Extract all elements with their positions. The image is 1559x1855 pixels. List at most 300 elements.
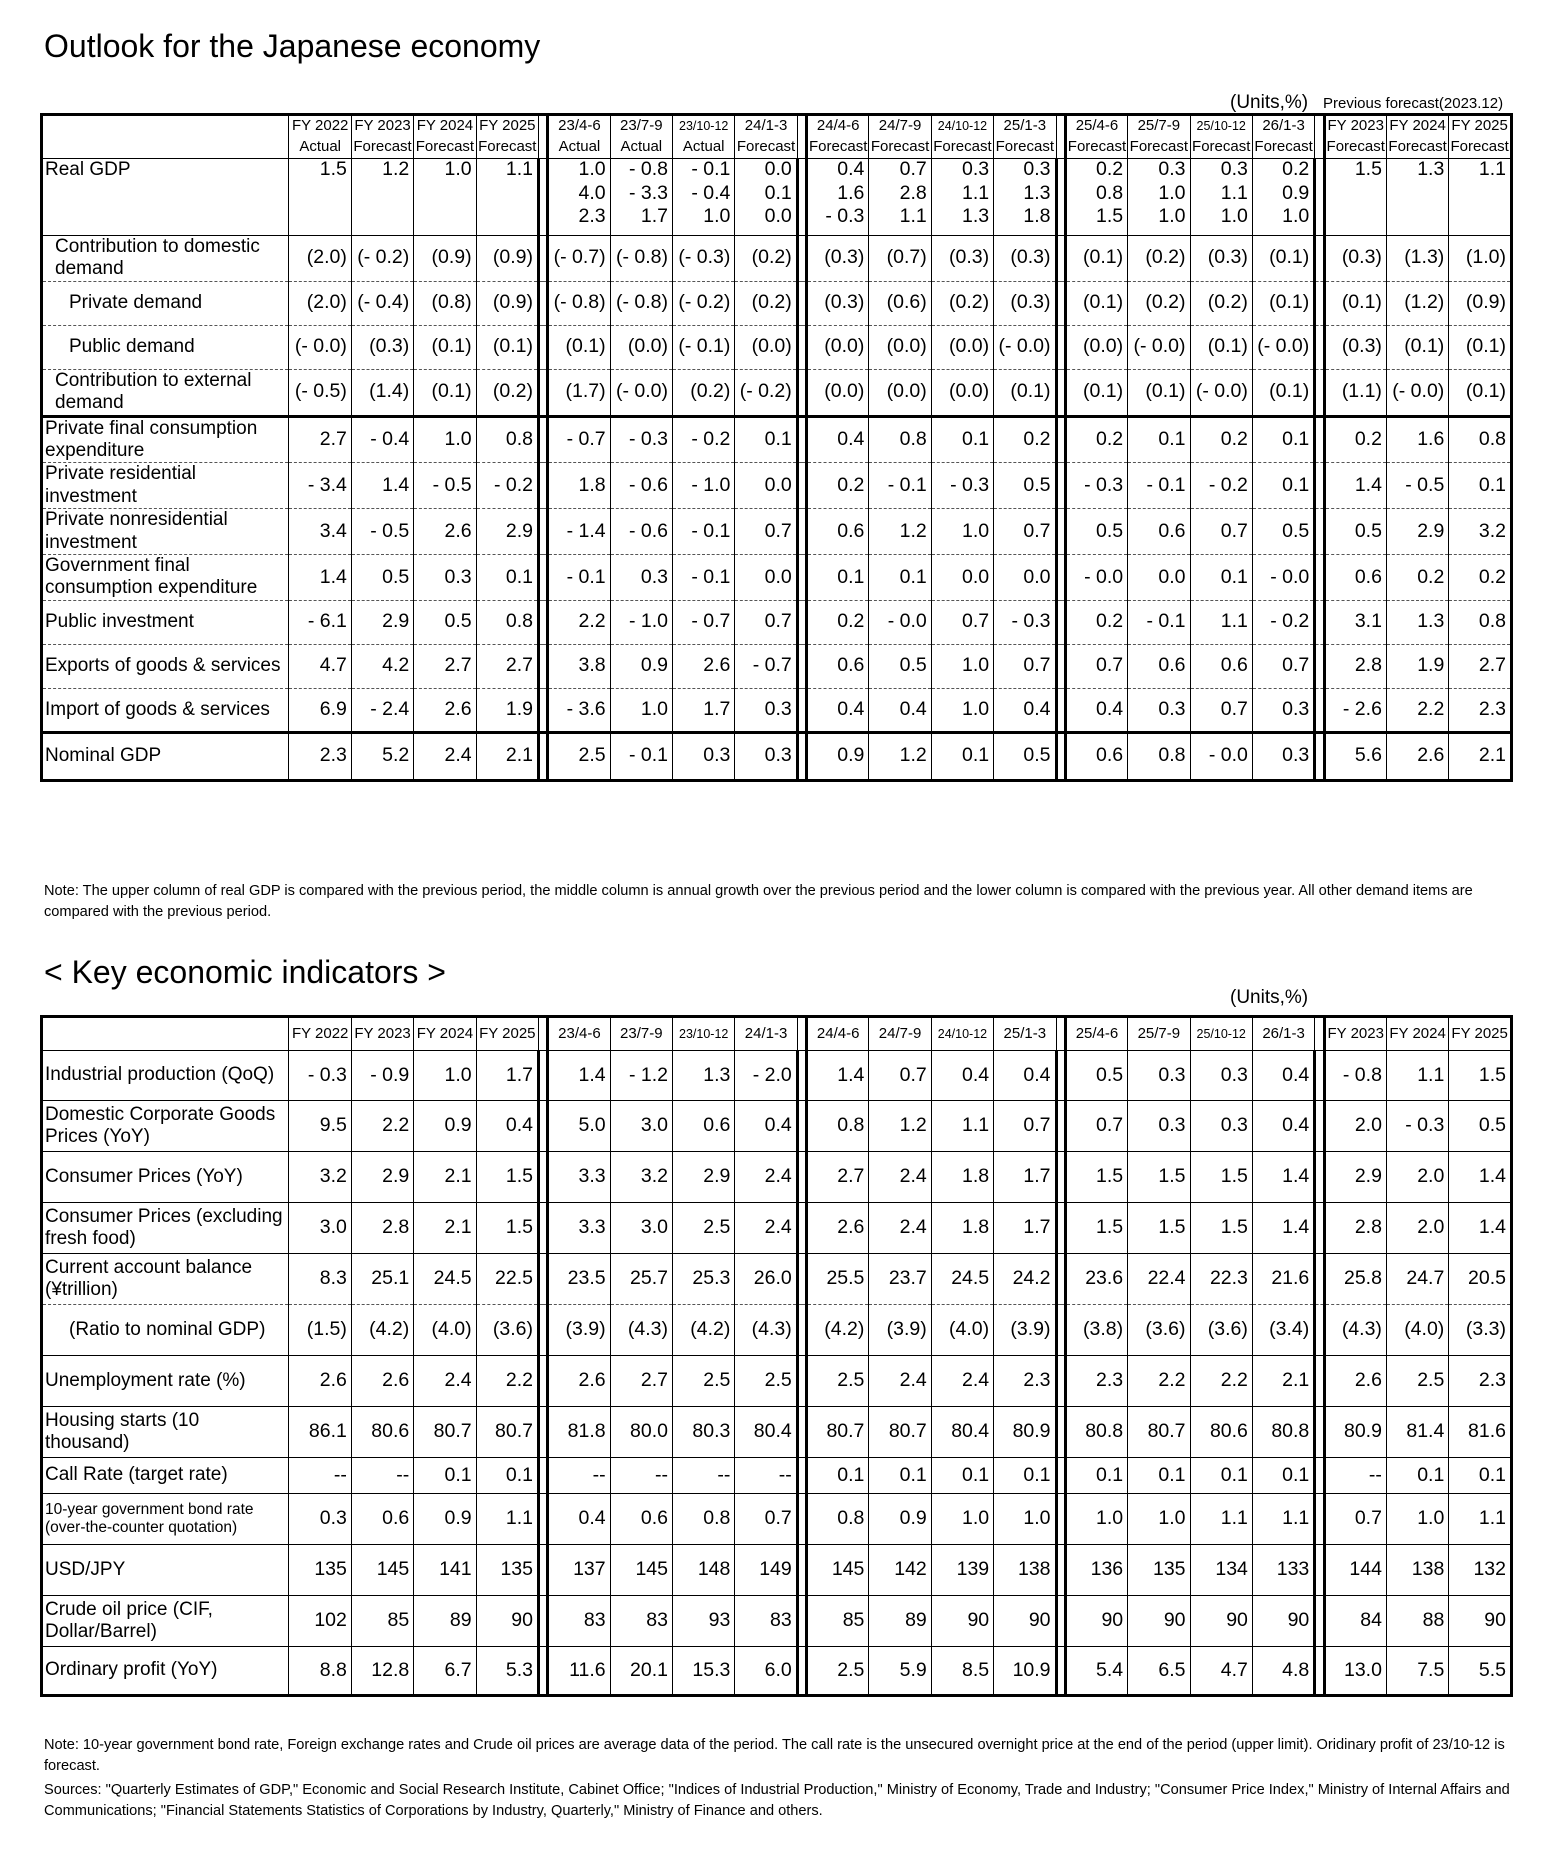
cell-value: (0.0): [807, 325, 869, 369]
cell-value: (0.1): [1252, 281, 1314, 325]
real-gdp-row2: [1451, 183, 1506, 207]
cell-value: 25.5: [807, 1254, 869, 1305]
group-separator: [538, 1101, 547, 1152]
group-separator: [1315, 463, 1324, 509]
cell-value: 0.1: [1449, 1458, 1512, 1494]
cell-value: 80.7: [869, 1407, 931, 1458]
table-row: [42, 1596, 1512, 1647]
cell-value: 1.5: [1449, 1051, 1512, 1101]
cell-value: 1.4: [1252, 1203, 1314, 1254]
cell-value: 2.6: [807, 1203, 869, 1254]
cell-value: 0.7: [994, 509, 1056, 555]
column-header: 25/7-9: [1128, 115, 1190, 137]
cell-value: 2.1: [414, 1152, 476, 1203]
cell-value: (0.1): [1128, 369, 1190, 416]
row-label: Public investment: [42, 600, 289, 644]
real-gdp-row2: [291, 183, 346, 207]
cell-value: 80.6: [351, 1407, 413, 1458]
cell-value: 81.4: [1386, 1407, 1448, 1458]
group-separator: [1315, 416, 1324, 463]
group-separator: [1056, 369, 1065, 416]
cell-value: 0.6: [807, 509, 869, 555]
table-row: [42, 688, 1512, 732]
cell-value: (0.9): [476, 281, 538, 325]
cell-value: 0.1: [735, 416, 797, 463]
real-gdp-row3: 0.0: [764, 205, 792, 227]
cell-value: 0.1: [1386, 1458, 1448, 1494]
cell-value: (0.8): [414, 281, 476, 325]
cell-value: (0.1): [1386, 325, 1448, 369]
real-gdp-row3: 1.0: [1220, 205, 1248, 227]
cell-value: 0.7: [735, 1494, 797, 1545]
cell-value: 4.8: [1252, 1647, 1314, 1696]
row-label: Contribution to external demand: [42, 369, 289, 416]
real-gdp-row1: 1.2: [382, 158, 410, 180]
cell-value: 3.4: [289, 509, 351, 555]
cell-value: 80.7: [414, 1407, 476, 1458]
cell-value: (- 0.4): [351, 281, 413, 325]
cell-value: 5.6: [1324, 732, 1386, 780]
cell-value: 80.7: [807, 1407, 869, 1458]
real-gdp-row1: 1.5: [1354, 158, 1382, 180]
group-separator: [1315, 1051, 1324, 1101]
cell-value: 0.3: [1190, 1101, 1252, 1152]
cell-value: 81.8: [548, 1407, 610, 1458]
group-separator: [1056, 555, 1065, 601]
real-gdp-row2: 1.1: [1220, 181, 1248, 204]
cell-value: 2.1: [476, 732, 538, 780]
cell-value: 2.9: [476, 509, 538, 555]
column-header: Actual: [548, 137, 610, 159]
cell-value: 0.7: [1324, 1494, 1386, 1545]
cell-value: 0.9: [807, 732, 869, 780]
group-separator: [538, 1051, 547, 1101]
cell-value: 0.5: [351, 555, 413, 601]
cell-value: (4.3): [735, 1305, 797, 1356]
group-separator: [1056, 1407, 1065, 1458]
cell-value: 0.4: [1065, 688, 1127, 732]
cell-value: 0.1: [994, 1458, 1056, 1494]
table-row: [42, 1305, 1512, 1356]
cell-value: 0.2: [1065, 600, 1127, 644]
cell-value: 1.4: [351, 463, 413, 509]
cell-value: (0.1): [1065, 236, 1127, 282]
cell-value: 0.3: [1128, 1101, 1190, 1152]
units-label-2: (Units,%): [1230, 987, 1309, 1008]
cell-value: - 0.5: [351, 509, 413, 555]
cell-value: (0.1): [414, 325, 476, 369]
cell-value-stack: [1449, 159, 1512, 236]
column-header: 23/10-12: [673, 115, 735, 137]
cell-value: 1.5: [1065, 1152, 1127, 1203]
table-row: [42, 555, 1512, 601]
group-separator: [797, 137, 806, 159]
group-separator: [538, 1647, 547, 1696]
real-gdp-row3: - 0.3: [825, 205, 865, 227]
column-header: Forecast: [1324, 137, 1386, 159]
real-gdp-row3: 1.7: [640, 205, 668, 227]
cell-value: 0.1: [1190, 555, 1252, 601]
cell-value: 93: [673, 1596, 735, 1647]
cell-value: (- 0.8): [548, 281, 610, 325]
column-header: FY 2024: [1386, 1017, 1448, 1051]
group-separator: [797, 1647, 806, 1696]
table-row: [42, 236, 1512, 282]
cell-value: 80.7: [476, 1407, 538, 1458]
cell-value: 3.3: [548, 1203, 610, 1254]
cell-value: - 0.3: [1065, 463, 1127, 509]
cell-value: 0.0: [1128, 555, 1190, 601]
cell-value: (0.2): [673, 369, 735, 416]
cell-value: (1.5): [289, 1305, 351, 1356]
cell-value: (0.1): [1252, 369, 1314, 416]
cell-value: 137: [548, 1545, 610, 1596]
cell-value: (4.2): [673, 1305, 735, 1356]
cell-value: 2.4: [414, 732, 476, 780]
cell-value: 1.5: [476, 1203, 538, 1254]
cell-value: 0.4: [994, 1051, 1056, 1101]
cell-value: 0.6: [1128, 509, 1190, 555]
column-header: FY 2022: [289, 1017, 351, 1051]
cell-value: 5.3: [476, 1647, 538, 1696]
cell-value: - 0.1: [673, 555, 735, 601]
column-header: FY 2024: [414, 115, 476, 137]
column-header: FY 2025: [1449, 1017, 1512, 1051]
group-separator: [1315, 137, 1324, 159]
cell-value: 80.3: [673, 1407, 735, 1458]
cell-value: - 1.0: [673, 463, 735, 509]
cell-value: 2.1: [414, 1203, 476, 1254]
row-label: Housing starts (10 thousand): [42, 1407, 289, 1458]
group-separator: [538, 644, 547, 688]
cell-value: 86.1: [289, 1407, 351, 1458]
cell-value: 0.1: [931, 732, 993, 780]
real-gdp-row2: 4.0: [578, 181, 606, 204]
cell-value: (3.9): [869, 1305, 931, 1356]
cell-value: 2.4: [869, 1356, 931, 1407]
column-header: 23/10-12: [673, 1017, 735, 1051]
cell-value: - 2.0: [735, 1051, 797, 1101]
cell-value: - 0.1: [673, 509, 735, 555]
cell-value: (0.3): [1324, 236, 1386, 282]
cell-value: 2.2: [548, 600, 610, 644]
column-header: 25/1-3: [994, 115, 1056, 137]
cell-value: (- 0.0): [610, 369, 672, 416]
cell-value: 0.0: [931, 555, 993, 601]
cell-value: (0.1): [1065, 369, 1127, 416]
cell-value: 2.6: [548, 1356, 610, 1407]
cell-value: 2.2: [1386, 688, 1448, 732]
cell-value: 0.4: [548, 1494, 610, 1545]
cell-value: - 0.1: [869, 463, 931, 509]
cell-value: (2.0): [289, 281, 351, 325]
group-separator: [797, 1051, 806, 1101]
cell-value: 0.5: [994, 732, 1056, 780]
cell-value: 1.4: [1449, 1152, 1512, 1203]
cell-value: (0.9): [476, 236, 538, 282]
column-header: 24/10-12: [931, 1017, 993, 1051]
group-separator: [797, 688, 806, 732]
cell-value: (3.9): [994, 1305, 1056, 1356]
cell-value: 2.1: [1449, 732, 1512, 780]
cell-value: - 0.0: [1252, 555, 1314, 601]
cell-value: 0.5: [1065, 509, 1127, 555]
cell-value: 2.5: [807, 1356, 869, 1407]
cell-value: (4.0): [414, 1305, 476, 1356]
cell-value: 1.0: [1386, 1494, 1448, 1545]
cell-value: 2.4: [931, 1356, 993, 1407]
note-1: Note: The upper column of real GDP is compared with the previous period, the middle column is annual growth over the previous period and the lower column is compared with the previous year. All other demand items are compared with the previous period.: [44, 883, 1473, 920]
cell-value: 7.5: [1386, 1647, 1448, 1696]
cell-value: - 0.7: [548, 416, 610, 463]
cell-value: (0.1): [994, 369, 1056, 416]
cell-value: 1.0: [994, 1494, 1056, 1545]
cell-value: (0.2): [931, 281, 993, 325]
cell-value: 135: [289, 1545, 351, 1596]
table-row: [42, 1458, 1512, 1494]
group-separator: [538, 600, 547, 644]
cell-value: - 0.3: [610, 416, 672, 463]
cell-value: - 0.7: [735, 644, 797, 688]
cell-value: 3.3: [548, 1152, 610, 1203]
cell-value: 2.9: [1386, 509, 1448, 555]
group-separator: [797, 115, 806, 137]
cell-value: (0.1): [1065, 281, 1127, 325]
cell-value: (- 0.0): [1128, 325, 1190, 369]
cell-value: 3.0: [289, 1203, 351, 1254]
cell-value: 24.5: [931, 1254, 993, 1305]
real-gdp-row3: 1.0: [1282, 205, 1310, 227]
group-separator: [538, 732, 547, 780]
cell-value: 1.4: [289, 555, 351, 601]
group-separator: [1315, 1494, 1324, 1545]
group-separator: [1056, 1647, 1065, 1696]
cell-value: (- 0.0): [1190, 369, 1252, 416]
group-separator: [538, 1545, 547, 1596]
real-gdp-row1: 0.3: [962, 158, 990, 180]
outlook-table: [40, 113, 1513, 782]
column-header: 25/4-6: [1065, 1017, 1127, 1051]
cell-value-stack: [1386, 159, 1448, 236]
cell-value: 1.4: [548, 1051, 610, 1101]
cell-value: - 1.2: [610, 1051, 672, 1101]
group-separator: [538, 1254, 547, 1305]
real-gdp-row1: - 0.8: [628, 158, 668, 180]
cell-value: 0.6: [1065, 732, 1127, 780]
cell-value: 0.1: [414, 1458, 476, 1494]
table-row: [42, 1101, 1512, 1152]
cell-value: 0.1: [869, 555, 931, 601]
table-header-row: [42, 137, 1512, 159]
cell-value: 1.6: [1386, 416, 1448, 463]
cell-value: 2.2: [1190, 1356, 1252, 1407]
cell-value: 0.1: [1252, 1458, 1314, 1494]
cell-value: 8.3: [289, 1254, 351, 1305]
cell-value: 1.0: [931, 644, 993, 688]
group-separator: [538, 137, 547, 159]
cell-value: 145: [351, 1545, 413, 1596]
cell-value: (0.1): [1252, 236, 1314, 282]
cell-value: 0.1: [1128, 1458, 1190, 1494]
cell-value: - 1.4: [548, 509, 610, 555]
column-header: 25/7-9: [1128, 1017, 1190, 1051]
cell-value: 22.4: [1128, 1254, 1190, 1305]
cell-value: (0.2): [1190, 281, 1252, 325]
cell-value: 0.3: [1252, 732, 1314, 780]
cell-value: (- 0.3): [673, 236, 735, 282]
table-row: [42, 1545, 1512, 1596]
cell-value: (0.2): [735, 236, 797, 282]
cell-value: 0.2: [1449, 555, 1512, 601]
cell-value: 3.0: [610, 1101, 672, 1152]
cell-value: 1.0: [414, 1051, 476, 1101]
column-header: 25/1-3: [994, 1017, 1056, 1051]
real-gdp-row1: 1.1: [1478, 158, 1506, 180]
cell-value: - 3.4: [289, 463, 351, 509]
cell-value: 9.5: [289, 1101, 351, 1152]
cell-value: 90: [994, 1596, 1056, 1647]
real-gdp-row3: [479, 206, 533, 230]
cell-value: 2.6: [1324, 1356, 1386, 1407]
cell-value: 0.7: [1065, 1101, 1127, 1152]
cell-value: 5.0: [548, 1101, 610, 1152]
cell-value: (0.7): [869, 236, 931, 282]
group-separator: [1315, 115, 1324, 137]
cell-value: (1.7): [548, 369, 610, 416]
cell-value: 0.6: [1128, 644, 1190, 688]
cell-value: 24.7: [1386, 1254, 1448, 1305]
cell-value: 2.6: [351, 1356, 413, 1407]
cell-value: 80.7: [1128, 1407, 1190, 1458]
cell-value: 0.2: [1386, 555, 1448, 601]
cell-value: 0.3: [610, 555, 672, 601]
cell-value-stack: [673, 159, 735, 236]
cell-value: 2.4: [735, 1152, 797, 1203]
cell-value: (3.9): [548, 1305, 610, 1356]
cell-value: (0.9): [1449, 281, 1512, 325]
cell-value: 83: [735, 1596, 797, 1647]
cell-value: 90: [931, 1596, 993, 1647]
column-header: FY 2024: [1386, 115, 1448, 137]
cell-value: 1.4: [1449, 1203, 1512, 1254]
cell-value: 0.2: [1065, 416, 1127, 463]
group-separator: [1056, 644, 1065, 688]
cell-value: 6.7: [414, 1647, 476, 1696]
group-separator: [1056, 1458, 1065, 1494]
cell-value: 0.5: [869, 644, 931, 688]
cell-value: 2.2: [351, 1101, 413, 1152]
cell-value: 0.9: [414, 1101, 476, 1152]
cell-value: 1.4: [807, 1051, 869, 1101]
group-separator: [797, 236, 806, 282]
real-gdp-row2: [479, 183, 533, 207]
column-header: 24/10-12: [931, 115, 993, 137]
table-row: [42, 600, 1512, 644]
table-row: [42, 1051, 1512, 1101]
cell-value: --: [548, 1458, 610, 1494]
cell-value: (1.4): [351, 369, 413, 416]
row-label: Crude oil price (CIF, Dollar/Barrel): [42, 1596, 289, 1647]
cell-value: 0.6: [1324, 555, 1386, 601]
cell-value: 6.9: [289, 688, 351, 732]
row-label: Private final consumption expenditure: [42, 416, 289, 463]
cell-value: 15.3: [673, 1647, 735, 1696]
cell-value: 0.4: [869, 688, 931, 732]
cell-value: (- 0.8): [610, 236, 672, 282]
cell-value: 2.0: [1386, 1203, 1448, 1254]
cell-value: (- 0.0): [994, 325, 1056, 369]
column-header: Forecast: [1449, 137, 1512, 159]
column-header: FY 2023: [351, 1017, 413, 1051]
table-row: [42, 732, 1512, 780]
group-separator: [1056, 236, 1065, 282]
cell-value: (0.1): [1449, 325, 1512, 369]
cell-value: 0.3: [673, 732, 735, 780]
cell-value: 1.2: [869, 1101, 931, 1152]
row-label: Real GDP: [42, 159, 289, 236]
cell-value: 0.9: [610, 644, 672, 688]
column-header: Forecast: [1128, 137, 1190, 159]
real-gdp-row2: - 3.3: [628, 181, 668, 204]
table-row: [42, 509, 1512, 555]
group-separator: [797, 325, 806, 369]
real-gdp-row1: 0.0: [764, 158, 792, 180]
cell-value: (0.1): [1324, 281, 1386, 325]
cell-value: 90: [1190, 1596, 1252, 1647]
cell-value: 12.8: [351, 1647, 413, 1696]
group-separator: [1056, 1356, 1065, 1407]
cell-value: 80.4: [931, 1407, 993, 1458]
group-separator: [538, 115, 547, 137]
cell-value: 25.7: [610, 1254, 672, 1305]
cell-value-stack: [735, 159, 797, 236]
cell-value: (4.3): [1324, 1305, 1386, 1356]
cell-value: 2.7: [610, 1356, 672, 1407]
real-gdp-row2: - 0.4: [691, 181, 731, 204]
cell-value: 5.2: [351, 732, 413, 780]
column-header: Actual: [289, 137, 351, 159]
cell-value: - 0.4: [351, 416, 413, 463]
cell-value: 2.3: [994, 1356, 1056, 1407]
group-separator: [1315, 1254, 1324, 1305]
table-row: [42, 1647, 1512, 1696]
row-label: Contribution to domestic demand: [42, 236, 289, 282]
cell-value: --: [351, 1458, 413, 1494]
cell-value: 0.4: [807, 416, 869, 463]
cell-value: 0.7: [735, 509, 797, 555]
column-header: 24/1-3: [735, 1017, 797, 1051]
real-gdp-row1: 0.3: [1023, 158, 1051, 180]
cell-value: 2.7: [476, 644, 538, 688]
indicators-table: [40, 1015, 1513, 1697]
cell-value: 25.3: [673, 1254, 735, 1305]
cell-value-stack: [289, 159, 351, 236]
cell-value: 2.9: [351, 600, 413, 644]
group-separator: [797, 509, 806, 555]
cell-value: 0.5: [1252, 509, 1314, 555]
cell-value: 0.8: [476, 416, 538, 463]
group-separator: [797, 463, 806, 509]
group-separator: [797, 1596, 806, 1647]
cell-value: - 2.6: [1324, 688, 1386, 732]
cell-value: 2.5: [1386, 1356, 1448, 1407]
cell-value: 26.0: [735, 1254, 797, 1305]
group-separator: [1056, 325, 1065, 369]
cell-value: 0.6: [673, 1101, 735, 1152]
cell-value: 0.6: [610, 1494, 672, 1545]
cell-value: --: [1324, 1458, 1386, 1494]
group-separator: [538, 688, 547, 732]
